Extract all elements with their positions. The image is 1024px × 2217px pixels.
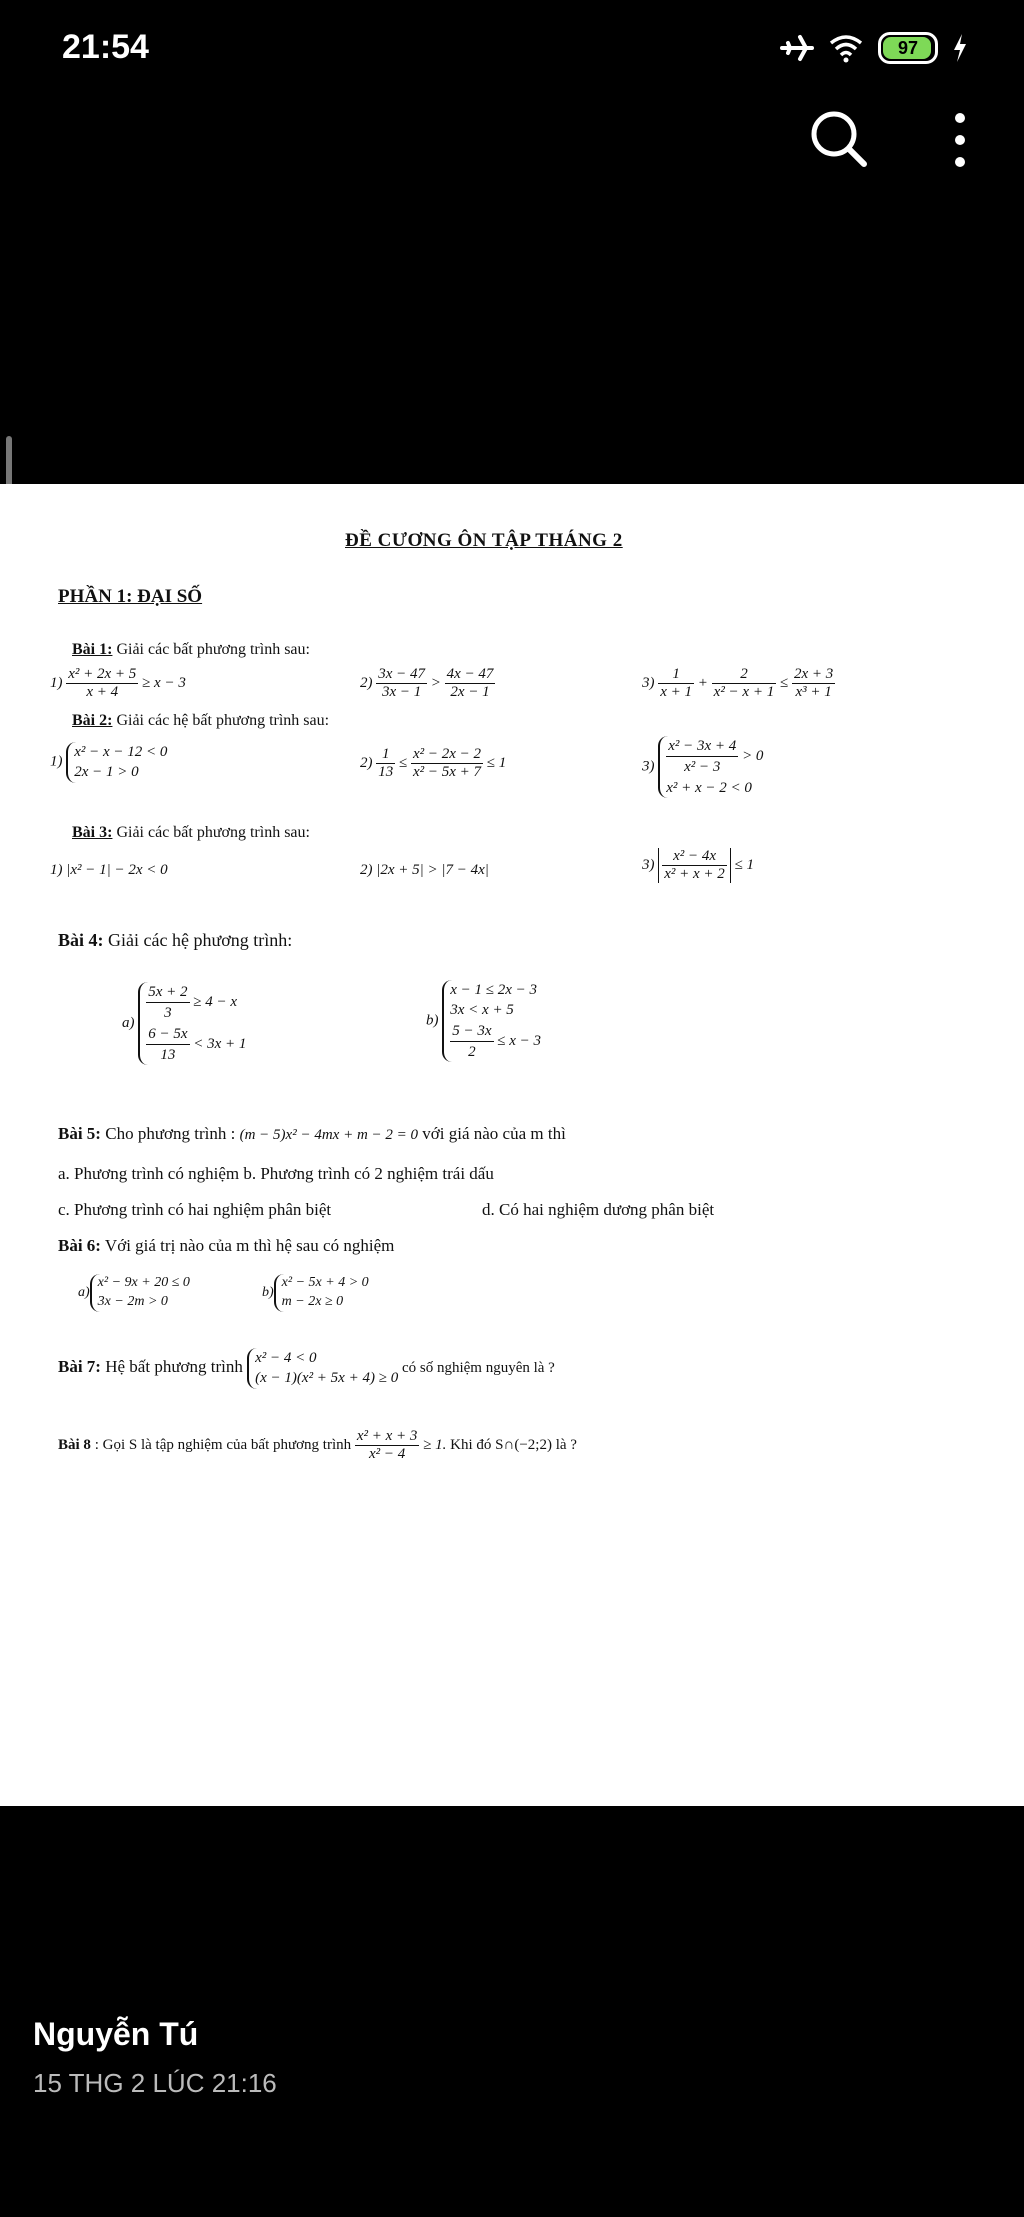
system-line [146,982,246,1024]
system-line [666,736,763,778]
bai5-line-a: a. Phương trình có nghiệm b. Phương trình có 2 nghiệm trái dấu [58,1164,494,1183]
expression: |x² − 1| − 2x < 0 [66,862,168,878]
operator: ≤ [779,674,789,691]
fraction [146,982,189,1024]
absolute-value [658,848,731,883]
bai1-item1 [50,666,186,701]
bai1-label: Bài 1: [72,641,113,658]
system-brace [274,1274,369,1312]
system-line: 3x < x + 5 [450,1002,514,1019]
system-brace [90,1274,190,1312]
numerator: x² − 3x + 4 [666,736,738,757]
rhs: ≤ 1 [486,754,507,771]
bai7-label: Bài 7: [58,1357,101,1377]
bai4-text: Giải các hệ phương trình: [103,930,293,950]
bai2-text: Giải các hệ bất phương trình sau: [112,712,330,729]
battery-level: 97 [897,37,919,58]
denominator: x + 1 [660,684,693,700]
rhs: ≥ x − 3 [142,674,186,691]
item-number: 3) [642,758,655,775]
system-brace [247,1348,398,1389]
author-name: Nguyễn Tú [33,2016,199,2052]
system-line: (x − 1)(x² + 5x + 4) ≥ 0 [255,1370,399,1387]
system-line: x² − 5x + 4 > 0 [281,1275,369,1290]
caption-footer [0,1806,1024,2217]
item-number: 3) [642,674,655,691]
denominator: x² + x + 2 [664,866,725,882]
denominator: 13 [378,764,394,780]
numerator: 5 − 3x [450,1021,493,1042]
bai3-item3 [642,848,754,883]
numerator: 4x − 47 [446,666,494,682]
bai2-item1 [50,742,167,783]
bai8-label: Bài 8 [58,1436,91,1453]
bai6-text: Với giá trị nào của m thì hệ sau có nghiệm [100,1236,395,1255]
operator: + [697,674,708,691]
numerator: x² + 2x + 5 [68,666,137,682]
fraction [450,1021,493,1063]
system-line [146,1024,246,1066]
section-heading: PHẦN 1: ĐẠI SỐ [58,586,203,607]
numerator: 5x + 2 [146,982,189,1003]
numerator: 6 − 5x [146,1024,189,1045]
denominator: x² − 4 [369,1446,406,1462]
search-button[interactable] [800,100,880,180]
fraction [792,666,835,701]
system-brace [138,982,246,1065]
denominator: x² − 3 [684,759,721,776]
denominator: 2 [468,1043,476,1060]
fraction [376,666,427,701]
bai3-heading [72,824,310,842]
search-icon [800,100,880,180]
denominator: 3 [164,1005,172,1022]
system-brace [442,980,541,1062]
bai5-tail: với giá nào của m thì [418,1124,566,1143]
item-number: 2) [360,754,373,771]
numerator: 2 [712,666,777,684]
fraction [146,1024,189,1066]
system-line: m − 2x ≥ 0 [281,1293,344,1309]
bai8-text: : Gọi S là tập nghiệm của bất phương trình [90,1436,355,1453]
bai3-label: Bài 3: [72,824,113,841]
more-vert-icon [940,100,980,180]
bai1-item3 [642,666,835,701]
bai6-label: Bài 6: [58,1236,101,1255]
bai3-text: Giải các bất phương trình sau: [112,824,310,841]
bai8-row [58,1428,577,1463]
status-bar [0,0,1024,90]
post-date: 15 THG 2 LÚC 21:16 [33,2068,277,2098]
battery-icon [878,32,938,64]
fraction [411,746,483,781]
status-icons [780,28,968,68]
item-number: a) [122,1014,135,1031]
system-brace [658,736,763,798]
item-number: 2) [360,674,373,691]
rhs: ≥ 4 − x [193,994,238,1011]
system-brace [66,742,167,783]
denominator: 3x − 1 [382,684,422,700]
bai2-heading [72,712,329,730]
document-image [0,484,1024,1806]
bai1-item2 [360,666,495,701]
fraction [376,746,395,781]
rhs: ≤ 1 [734,856,755,873]
bai3-item1 [50,862,168,879]
bai5-heading [58,1124,566,1144]
numerator: 2x + 3 [793,666,834,682]
denominator: x² − 5x + 7 [412,764,482,780]
bai5-equation: (m − 5)x² − 4mx + m − 2 = 0 [239,1127,419,1143]
numerator: x² − 4x [662,848,727,866]
fraction [355,1428,420,1463]
bai6-item-a [78,1274,190,1312]
system-line: x² + x − 2 < 0 [666,779,752,796]
fraction [658,666,694,701]
operator: > [430,674,441,691]
bai2-item3 [642,736,763,798]
bai5-label: Bài 5: [58,1124,101,1143]
denominator: x² − x + 1 [713,684,775,700]
status-time: 21:54 [62,28,149,66]
system-line: x − 1 ≤ 2x − 3 [450,982,538,998]
bai3-item2 [360,862,489,879]
more-options-button[interactable] [940,100,980,180]
bai4-item-b [426,980,541,1062]
operator: ≤ [399,754,408,771]
system-line: x² − 9x + 20 ≤ 0 [97,1275,190,1290]
item-number: b) [426,1012,439,1029]
bai7-text: Hệ bất phương trình [100,1357,248,1377]
viewer-toolbar [0,100,1024,200]
item-number: 1) [50,674,63,691]
expression: |2x + 5| > |7 − 4x| [376,862,489,878]
rhs: ≥ 1. [423,1436,447,1453]
wifi-icon [828,33,864,63]
bai4-label: Bài 4: [58,930,104,950]
bai6-heading [58,1236,394,1256]
system-line: x² − 4 < 0 [255,1350,317,1366]
bai1-heading [72,641,310,659]
fraction [712,666,777,701]
item-number: 3) [642,856,655,873]
item-number: 2) [360,862,373,878]
item-number: a) [78,1285,90,1301]
airplane-icon [780,33,814,63]
bai4-item-a [122,982,246,1065]
bai4-heading [58,930,292,951]
fraction [666,736,738,778]
rhs: ≤ x − 3 [497,1032,542,1049]
bai2-item2 [360,746,506,781]
fraction [445,666,496,701]
rhs: > 0 [742,748,764,765]
numerator: x² − 2x − 2 [412,746,482,762]
bai1-text: Giải các bất phương trình sau: [112,641,310,658]
denominator: 13 [160,1046,176,1063]
bai5-line-c: c. Phương trình có hai nghiệm phân biệt [58,1200,332,1219]
rhs: < 3x + 1 [193,1035,247,1052]
fraction [66,666,138,701]
system-line: x² − x − 12 < 0 [74,744,168,760]
bai8-tail: Khi đó S∩(−2;2) là ? [446,1436,577,1453]
item-number: b) [262,1285,274,1301]
bai7-tail: có số nghiệm nguyên là ? [398,1360,555,1377]
document-title: ĐỀ CƯƠNG ÔN TẬP THÁNG 2 [345,530,623,551]
fraction [662,848,727,883]
bai2-label: Bài 2: [72,712,113,729]
bai5-text: Cho phương trình : [100,1124,240,1143]
item-number: 1) [50,862,63,878]
numerator: x² + x + 3 [356,1428,418,1444]
numerator: 3x − 47 [378,666,426,682]
numerator: 1 [658,666,694,684]
denominator: x³ + 1 [795,684,832,700]
denominator: 2x − 1 [450,684,490,700]
charging-icon [952,33,968,63]
bai5-line-d: d. Có hai nghiệm dương phân biệt [482,1200,715,1219]
item-number: 1) [50,753,63,770]
system-line: 2x − 1 > 0 [74,764,139,781]
system-line [450,1021,541,1063]
system-line: 3x − 2m > 0 [97,1293,168,1309]
numerator: 1 [376,746,395,764]
bai7-row [58,1348,555,1389]
denominator: x + 4 [86,684,119,700]
bai6-item-b [262,1274,369,1312]
